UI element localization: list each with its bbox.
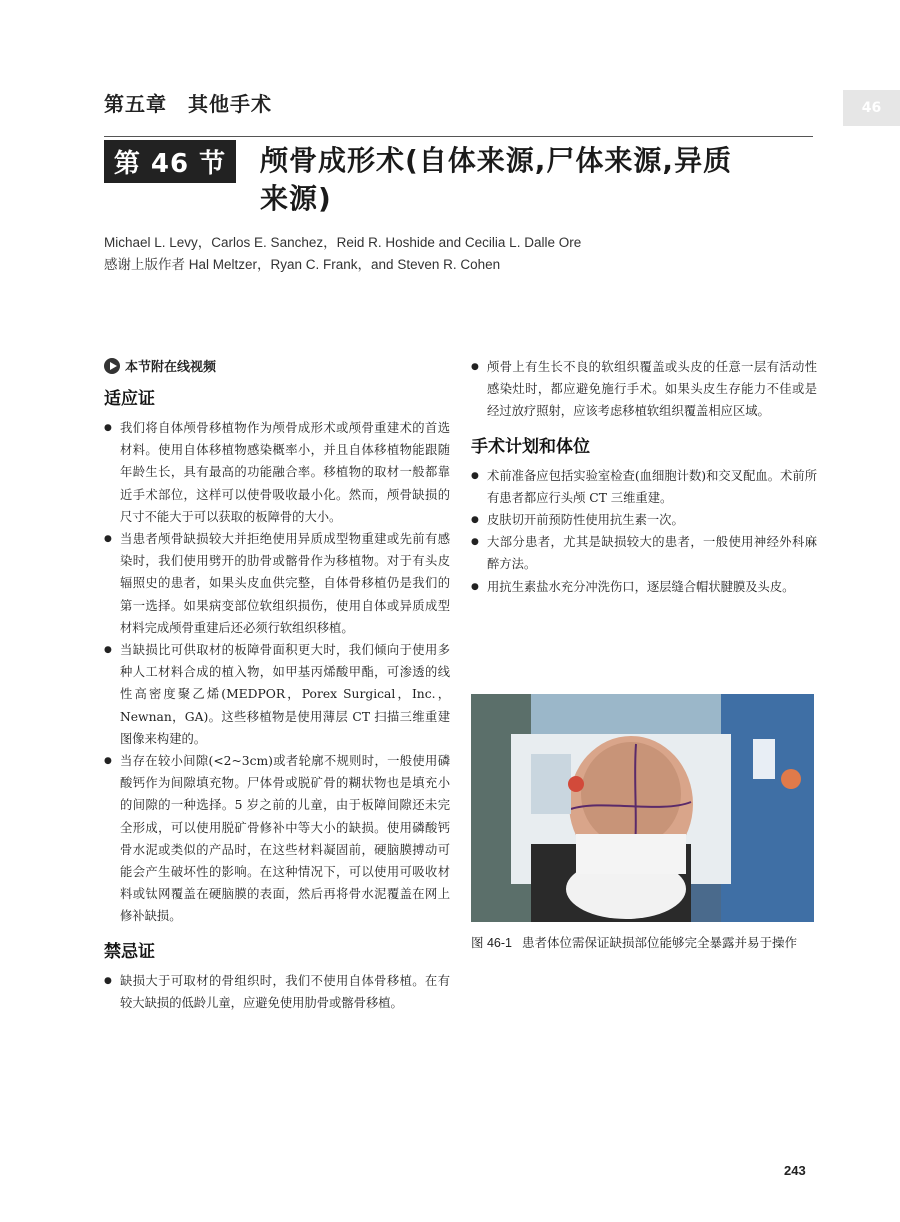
list-item: ● 当缺损比可供取材的板障骨面积更大时，我们倾向于使用多种人工材料合成的植入物，如甲基丙烯酸甲酯，可渗透的线性高密度聚乙烯(MEDPOR，Porex Surgical，Inc.，Newnan，GA)。这些移植物是使用薄层 CT 扫描三维重建图像来构建的。 <box>104 639 450 750</box>
list-item: ● 缺损大于可取材的骨组织时，我们不使用自体骨移植。在有较大缺损的低龄儿童，应避免使用肋骨或髂骨移植。 <box>104 970 450 1014</box>
figure-caption-text: 患者体位需保证缺损部位能够完全暴露并易于操作 <box>522 935 798 950</box>
list-item: ● 用抗生素盐水充分冲洗伤口，逐层缝合帽状腱膜及头皮。 <box>471 576 817 598</box>
title-divider <box>104 136 813 137</box>
indications-heading: 适应证 <box>104 389 155 409</box>
section-badge: 第 46 节 <box>104 140 236 183</box>
list-item: ● 颅骨上有生长不良的软组织覆盖或头皮的任意一层有活动性感染灶时，都应避免施行手术。如果头皮生存能力不佳或是经过放疗照射，应该考虑移植软组织覆盖相应区域。 <box>471 356 817 423</box>
page-number: 243 <box>784 1163 806 1178</box>
contraindications-heading: 禁忌证 <box>104 941 155 962</box>
figure-caption <box>471 933 817 951</box>
section-title <box>260 142 820 218</box>
list-item: ● 皮肤切开前预防性使用抗生素一次。 <box>471 509 817 531</box>
list-item: ● 当患者颅骨缺损较大并拒绝使用异质成型物重建或先前有感染时，我们使用劈开的肋骨或髂骨作为移植物。对于有头皮辐照史的患者，如果头皮血供完整，自体骨移植仍是我们的第一选择。如果病变部位软组织损伤，使用自体或异质成型材料完成颅骨重建后还必须行软组织移植。 <box>104 528 450 639</box>
list-item: ● 术前准备应包括实验室检查(血细胞计数)和交叉配血。术前所有患者都应行头颅 CT 三维重建。 <box>471 465 817 509</box>
section-title-line2: 来源) <box>260 182 332 215</box>
contraindications-list <box>104 970 450 1014</box>
authors-line2: 感谢上版作者 Hal Meltzer，Ryan C. Frank，and Steven R. Cohen <box>104 257 501 272</box>
video-note-label: 本节附在线视频 <box>125 360 217 375</box>
planning-heading: 手术计划和体位 <box>471 436 590 457</box>
list-item: ● 大部分患者，尤其是缺损较大的患者，一般使用神经外科麻醉方法。 <box>471 531 817 575</box>
authors <box>104 232 804 276</box>
play-icon[interactable] <box>104 358 120 374</box>
authors-line1: Michael L. Levy，Carlos E. Sanchez，Reid R. Hoshide and Cecilia L. Dalle Ore <box>104 235 582 250</box>
left-column <box>104 356 450 1014</box>
indications-list <box>104 417 450 928</box>
list-item: ● 当存在较小间隙(<2~3cm)或者轮廓不规则时，一般使用磷酸钙作为间隙填充物。尸体骨或脱矿骨的糊状物也是填充小的间隙的一种选择。5 岁之前的儿童，由于板障间隙还未完全形成，可以使用脱矿骨修补中等大小的缺损。使用磷酸钙骨水泥或类似的产品时，在这些材料凝固前，硬脑膜搏动可能会产生破坏性的影响。在这种情况下，可以使用可吸收材料或钛网覆盖在硬脑膜的表面，然后再将骨水泥覆盖在网上修补缺损。 <box>104 750 450 928</box>
list-item: ● 我们将自体颅骨移植物作为颅骨成形术或颅骨重建术的首选材料。使用自体移植物感染概率小，并且自体移植物能跟随年龄生长，具有最高的功能融合率。移植物的取材一般都靠近手术部位，这样可以使骨吸收最小化。然而，颅骨缺损的尺寸不能大于可以获取的板障骨的大小。 <box>104 417 450 528</box>
contraindications-list-cont <box>471 356 817 423</box>
figure-label: 图 46-1 <box>471 936 512 950</box>
section-title-line1: 颅骨成形术(自体来源,尸体来源,异质 <box>260 144 733 177</box>
figure-photo <box>471 694 814 922</box>
right-column <box>471 356 817 598</box>
video-note[interactable] <box>104 356 450 375</box>
planning-list <box>471 465 817 598</box>
chapter-tab: 46 <box>843 90 900 126</box>
surgery-photo-illustration <box>471 694 814 922</box>
chapter-title: 第五章 其他手术 <box>104 92 272 116</box>
